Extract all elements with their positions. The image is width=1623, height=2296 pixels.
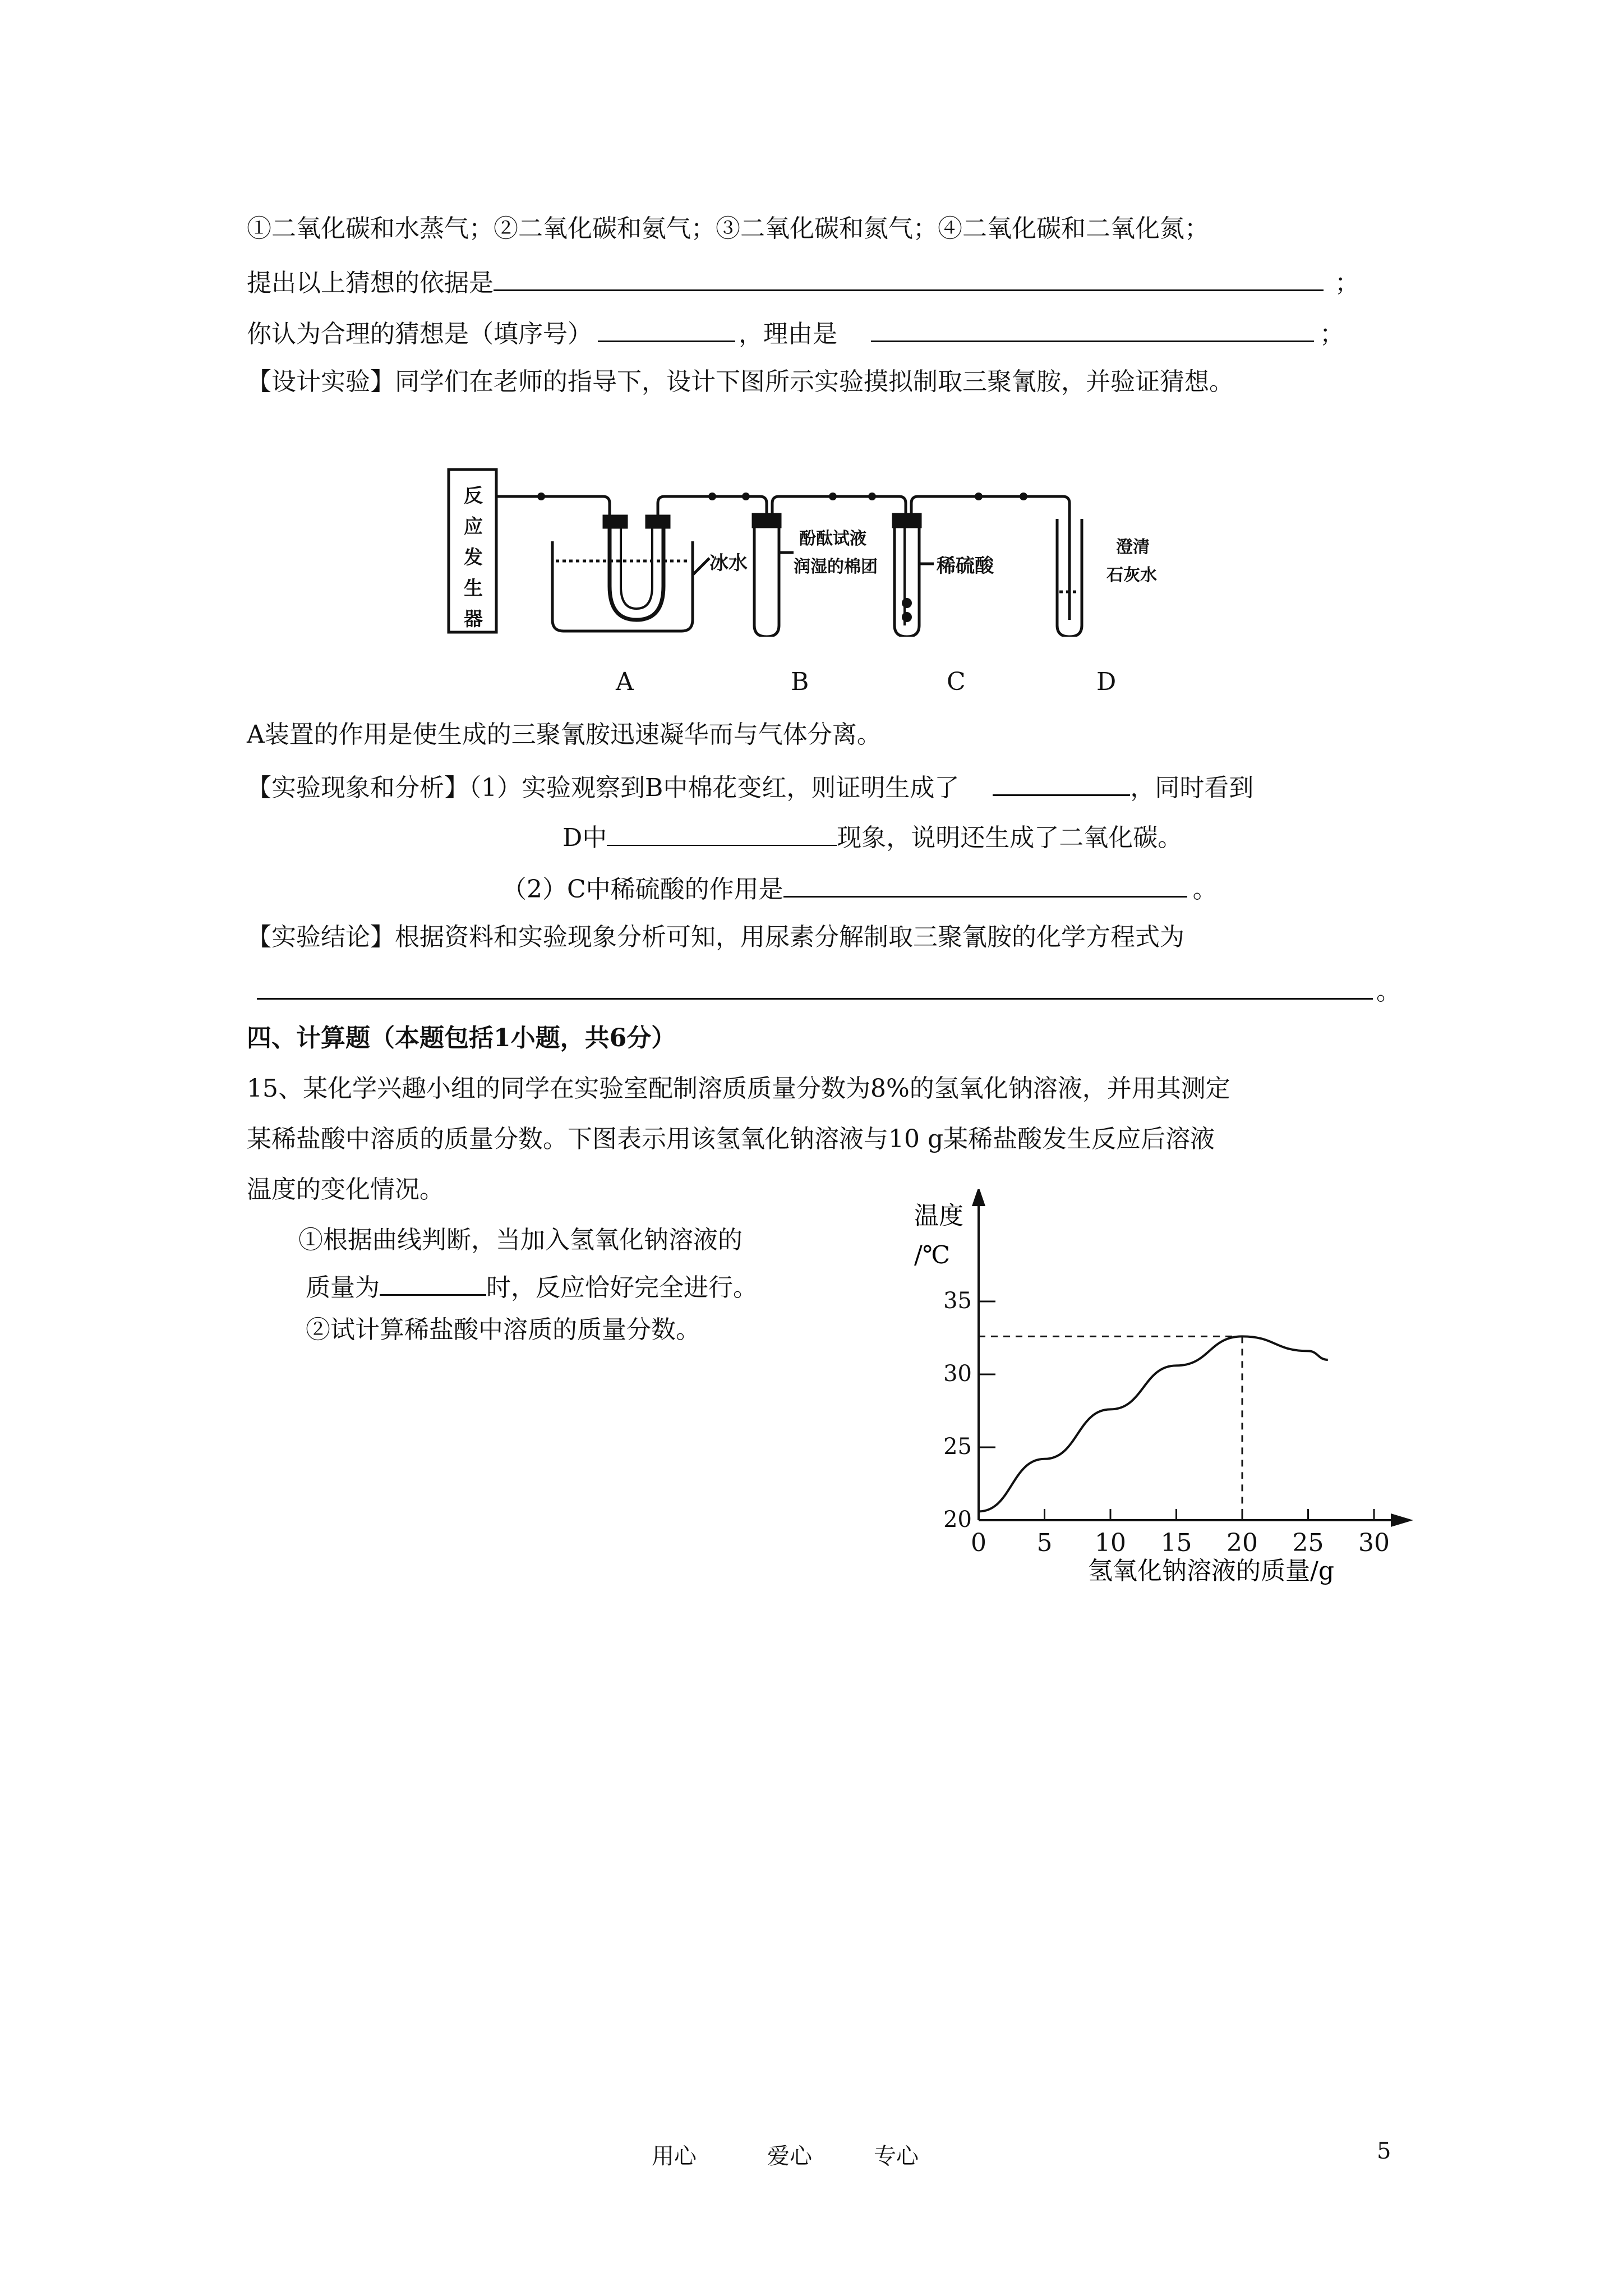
footer-slogan-1: 用心 bbox=[652, 2143, 697, 2169]
reactor-char-4: 生 bbox=[464, 577, 483, 600]
reactor-char-1: 反 bbox=[464, 485, 483, 507]
analysis-prefix: 【实验现象和分析】（1）实验观察到B中棉花变红，则证明生成了 bbox=[247, 774, 960, 802]
c-label: 稀硫酸 bbox=[937, 555, 994, 577]
design-line: 【设计实验】同学们在老师的指导下，设计下图所示实验摸拟制取三聚氰胺，并验证猜想。 bbox=[247, 367, 1234, 396]
basis-line bbox=[247, 265, 1359, 299]
temperature-curve bbox=[979, 1336, 1328, 1511]
equation-period: 。 bbox=[1376, 977, 1401, 1006]
x-axis-label: 氢氧化钠溶液的质量/g bbox=[1088, 1557, 1334, 1585]
x-tick-label-15: 15 bbox=[1160, 1529, 1192, 1557]
c-line bbox=[502, 871, 1218, 905]
sub1b-suffix: 时，反应恰好完全进行。 bbox=[486, 1273, 758, 1302]
sub1b-blank[interactable] bbox=[380, 1269, 486, 1296]
analysis-line bbox=[247, 770, 1253, 804]
d-blank[interactable] bbox=[607, 820, 837, 846]
d-label-1: 澄清 bbox=[1116, 537, 1150, 557]
apparatus-letter-a: A bbox=[616, 668, 634, 696]
section-heading: 四、计算题（本题包括1小题，共6分） bbox=[247, 1024, 676, 1052]
y-tick-label-35: 35 bbox=[943, 1288, 972, 1314]
q15-stem-1: 15、某化学兴趣小组的同学在实验室配制溶质质量分数为8%的氢氧化钠溶液，并用其测定 bbox=[247, 1074, 1230, 1103]
y-axis-label-line1: 温度 bbox=[914, 1202, 963, 1230]
x-tick-label-10: 10 bbox=[1095, 1529, 1126, 1557]
reason-blank[interactable] bbox=[871, 316, 1314, 342]
b-label-2: 润湿的棉团 bbox=[794, 557, 878, 577]
y-axis-arrow bbox=[972, 1189, 985, 1206]
analysis-suffix: ，同时看到 bbox=[1130, 774, 1254, 802]
equation-line bbox=[257, 973, 1401, 1007]
x-axis-arrow bbox=[1391, 1513, 1413, 1527]
reasonable-prefix: 你认为合理的猜想是（填序号） bbox=[247, 320, 592, 348]
x-tick-label-30: 30 bbox=[1358, 1529, 1390, 1557]
basis-prefix: 提出以上猜想的依据是 bbox=[247, 269, 494, 297]
q15-sub-2: ②试计算稀盐酸中溶质的质量分数。 bbox=[306, 1315, 700, 1344]
guesses-line: ①二氧化碳和水蒸气；②二氧化碳和氨气；③二氧化碳和氮气；④二氧化碳和二氧化氮； bbox=[247, 214, 1209, 243]
x-tick-label-25: 25 bbox=[1292, 1529, 1324, 1557]
c-blank[interactable] bbox=[783, 871, 1187, 898]
q15-sub-1a: ①根据曲线判断，当加入氢氧化钠溶液的 bbox=[298, 1226, 743, 1254]
c-prefix: （2）C中稀硫酸的作用是 bbox=[502, 875, 783, 904]
analysis-blank[interactable] bbox=[993, 770, 1130, 796]
x-tick-label-5: 5 bbox=[1036, 1529, 1053, 1557]
q15-stem-3: 温度的变化情况。 bbox=[247, 1175, 444, 1204]
u-tube bbox=[610, 519, 663, 620]
basis-semicolon: ； bbox=[1335, 269, 1359, 297]
d-suffix: 现象，说明还生成了二氧化碳。 bbox=[837, 823, 1183, 852]
reason-mid: ，理由是 bbox=[739, 320, 837, 348]
footer-slogan-2: 爱心 bbox=[767, 2143, 812, 2169]
c-period: 。 bbox=[1192, 875, 1218, 904]
y-axis-label-line2: /℃ bbox=[914, 1241, 951, 1269]
x-tick-label-20: 20 bbox=[1227, 1529, 1258, 1557]
reason-semicolon: ； bbox=[1320, 320, 1344, 348]
equation-blank[interactable] bbox=[257, 973, 1373, 1000]
a-role-line: A装置的作用是使生成的三聚氰胺迅速凝华而与气体分离。 bbox=[247, 720, 882, 749]
apparatus-letter-b: B bbox=[791, 668, 809, 696]
q15-sub-1b bbox=[306, 1269, 758, 1304]
ice-water-label: 冰水 bbox=[709, 552, 748, 574]
y-tick-label-20: 20 bbox=[943, 1507, 972, 1533]
temperature-chart bbox=[875, 1189, 1430, 1599]
experiment-apparatus bbox=[446, 463, 1214, 637]
conclusion-line: 【实验结论】根据资料和实验现象分析可知，用尿素分解制取三聚氰胺的化学方程式为 bbox=[247, 923, 1184, 951]
reasonable-blank[interactable] bbox=[598, 316, 735, 342]
x-tick-label-0: 0 bbox=[971, 1529, 986, 1557]
footer-slogan-3: 专心 bbox=[874, 2143, 919, 2169]
test-tube-b bbox=[754, 519, 779, 637]
reasonable-line bbox=[247, 316, 1344, 350]
q15-stem-2: 某稀盐酸中溶质的质量分数。下图表示用该氢氧化钠溶液与10 g某稀盐酸发生反应后溶液 bbox=[247, 1125, 1215, 1153]
apparatus-letter-c: C bbox=[947, 668, 966, 696]
reactor-char-3: 发 bbox=[464, 546, 483, 569]
d-line bbox=[562, 820, 1182, 854]
b-label-1: 酚酞试液 bbox=[799, 529, 866, 549]
basis-blank[interactable] bbox=[494, 265, 1324, 291]
reactor-char-5: 器 bbox=[464, 608, 483, 631]
d-prefix: D中 bbox=[562, 823, 607, 852]
sub1b-prefix: 质量为 bbox=[306, 1273, 380, 1302]
y-tick-label-25: 25 bbox=[943, 1434, 972, 1460]
y-tick-label-30: 30 bbox=[943, 1361, 972, 1387]
apparatus-letter-d: D bbox=[1096, 668, 1117, 696]
page-number: 5 bbox=[1377, 2138, 1391, 2164]
reactor-char-2: 应 bbox=[464, 516, 483, 538]
d-label-2: 石灰水 bbox=[1106, 565, 1157, 585]
